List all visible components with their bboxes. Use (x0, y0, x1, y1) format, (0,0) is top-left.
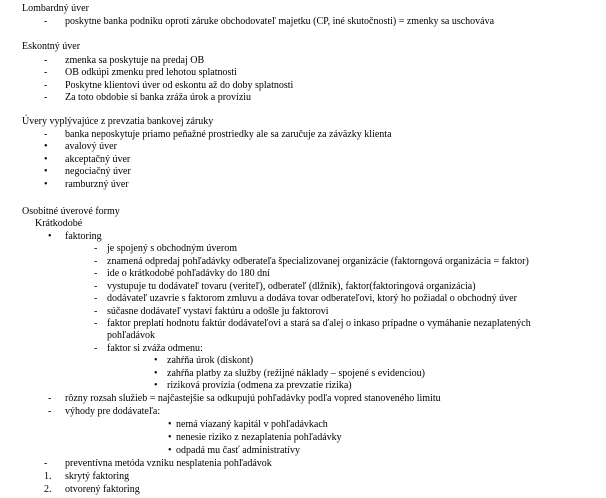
list-item-text: ramburzný úver (65, 179, 129, 190)
list-item-text: zmenka sa poskytuje na predaj OB (65, 55, 205, 66)
bullet-icon: • (154, 368, 158, 379)
list-item-text: otvorený faktoring (65, 484, 140, 495)
list-item-text: vystupuje tu dodávateľ tovaru (veriteľ), odberateľ (dlžník), faktor(faktoringová organizácia) (107, 281, 476, 292)
list-item-text: skrytý faktoring (65, 471, 130, 482)
section-heading: Eskontný úver (22, 41, 81, 52)
list-item-text: riziková provízia (odmena za prevzatie rizika) (167, 380, 352, 391)
list-item-text: odpadá mu časť administratívy (176, 445, 300, 456)
dash-marker: - (44, 55, 48, 66)
bullet-icon: • (168, 445, 172, 456)
section-heading: Úvery vyplývajúce z prevzatia bankovej záruky (22, 116, 214, 127)
list-number: 2. (44, 484, 52, 495)
dash-marker: - (44, 67, 48, 78)
section-heading: Osobitné úverové formy (22, 206, 120, 217)
bullet-icon: • (168, 419, 172, 430)
dash-marker: - (94, 306, 98, 317)
list-item-text: nemá viazaný kapitál v pohľadávkach (176, 419, 328, 430)
dash-marker: - (44, 80, 48, 91)
list-item-text: nenesie riziko z nezaplatenia pohľadávky (176, 432, 342, 443)
bullet-icon: • (168, 432, 172, 443)
dash-marker: - (94, 268, 98, 279)
dash-marker: - (94, 293, 98, 304)
bullet-icon: • (154, 380, 158, 391)
subheading: Krátkodobé (35, 218, 83, 229)
dash-marker: - (94, 243, 98, 254)
bullet-icon: • (44, 154, 48, 165)
dash-marker: - (48, 393, 52, 404)
list-item-text: znamená odpredaj pohľadávky odberateľa špecializovanej organizácie (faktorngová organizácia = faktor) (107, 256, 529, 267)
section-heading: Lombardný úver (22, 3, 89, 14)
list-item-text: zahŕňa platby za služby (režijné náklady – spojené s evidenciou) (167, 368, 425, 379)
dash-marker: - (94, 256, 98, 267)
list-item-text: je spojený s obchodným úverom (107, 243, 237, 254)
list-item-text: poskytne banka podniku oproti záruke obchodovateľ majetku (CP, iné skutočnosti) = zmenky sa uschováva (65, 16, 495, 27)
list-item-text: pohľadávok (107, 330, 155, 341)
list-item-text: rôzny rozsah služieb = najčastejšie sa odkupujú pohľadávky podľa vopred stanoveného limitu (65, 393, 441, 404)
list-item-text: OB odkúpi zmenku pred lehotou splatnosti (65, 67, 237, 78)
dash-marker: - (44, 129, 48, 140)
dash-marker: - (44, 92, 48, 103)
list-item-text: faktor preplatí hodnotu faktúr dodávateľovi a stará sa ďalej o inkaso prípadne o vymáhanie nezaplatených (107, 318, 531, 329)
list-number: 1. (44, 471, 52, 482)
bullet-icon: • (44, 166, 48, 177)
list-item-text: zahŕňa úrok (diskont) (167, 355, 254, 366)
list-item-text: akceptačný úver (65, 154, 131, 165)
list-item-text: Poskytne klientovi úver od eskontu až do doby splatnosti (65, 80, 294, 91)
list-item-text: Za toto obdobie si banka zráža úrok a províziu (65, 92, 252, 103)
dash-marker: - (48, 406, 52, 417)
bullet-icon: • (48, 231, 52, 242)
dash-marker: - (94, 318, 98, 329)
list-item-text: banka neposkytuje priamo peňažné prostriedky ale sa zaručuje za záväzky klienta (65, 129, 392, 140)
bullet-icon: • (154, 355, 158, 366)
dash-marker: - (94, 343, 98, 354)
list-item-text: faktoring (65, 231, 102, 242)
list-item-text: dodávateľ uzavrie s faktorom zmluvu a dodáva tovar odberateľovi, ktorý ho požiadal o obchodný úver (107, 293, 517, 304)
bullet-icon: • (44, 141, 48, 152)
list-item-text: negociačný úver (65, 166, 131, 177)
bullet-icon: • (44, 179, 48, 190)
dash-marker: - (44, 16, 48, 27)
list-item-text: výhody pre dodávateľa: (65, 406, 161, 417)
dash-marker: - (44, 458, 48, 469)
list-item-text: faktor si zváža odmenu: (107, 343, 203, 354)
list-item-text: ide o krátkodobé pohľadávky do 180 dní (107, 268, 270, 279)
list-item-text: preventívna metóda vzniku nesplatenia pohľadávok (65, 458, 272, 469)
list-item-text: avalový úver (65, 141, 117, 152)
list-item-text: súčasne dodávateľ vystaví faktúru a odošle ju faktorovi (107, 306, 329, 317)
dash-marker: - (94, 281, 98, 292)
